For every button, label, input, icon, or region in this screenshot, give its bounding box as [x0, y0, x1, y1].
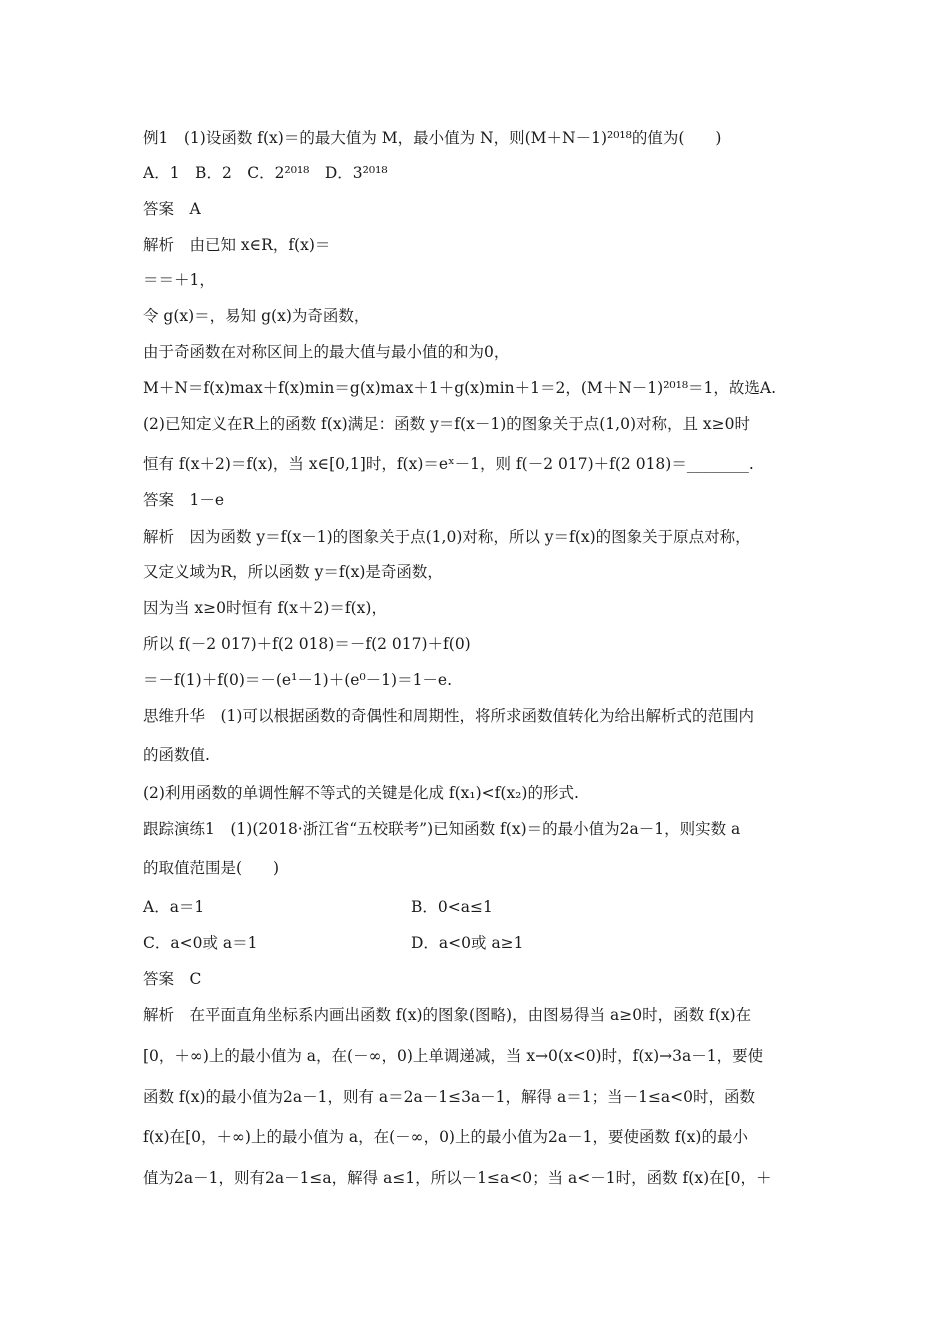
answer-line: 答案 1－e — [143, 491, 225, 509]
question-line: (2)已知定义在R上的函数 f(x)满足：函数 y＝f(x－1)的图象关于点(1,0)对称，且 x≥0时 — [143, 415, 751, 433]
option-d: D．a<0或 a≥1 — [411, 934, 524, 952]
option-c: C．a<0或 a＝1 — [143, 934, 258, 952]
option-b: B．0<a≤1 — [411, 898, 493, 916]
summary-line: (2)利用函数的单调性解不等式的关键是化成 f(x₁)<f(x₂)的形式. — [143, 784, 579, 802]
solution-line: 因为当 x≥0时恒有 f(x＋2)＝f(x)， — [143, 599, 387, 617]
solution-line: 又定义域为R，所以函数 y＝f(x)是奇函数， — [143, 563, 443, 581]
solution-line: 值为2a－1，则有2a－1≤a，解得 a≤1，所以－1≤a<0；当 a<－1时，函数 f(x)在[0，＋ — [143, 1169, 772, 1187]
solution-line: ＝＝＋1， — [143, 271, 215, 289]
answer-line: 答案 C — [143, 970, 202, 988]
example-1-answer: 答案 A — [143, 200, 201, 218]
solution-line: ＝－f(1)＋f(0)＝－(e¹－1)＋(e⁰－1)＝1－e. — [143, 671, 453, 689]
option-a: A．a＝1 — [143, 898, 205, 916]
solution-line: 由于奇函数在对称区间上的最大值与最小值的和为0， — [143, 343, 510, 361]
solution-line: 解析 因为函数 y＝f(x－1)的图象关于点(1,0)对称，所以 y＝f(x)的图象关于原点对称， — [143, 528, 751, 546]
solution-line: 函数 f(x)的最小值为2a－1，则有 a＝2a－1≤3a－1，解得 a＝1；当－1≤a<0时，函数 — [143, 1088, 756, 1106]
question-line: 恒有 f(x＋2)＝f(x)，当 x∈[0,1]时，f(x)＝eˣ－1，则 f(－2 017)＋f(2 018)＝________. — [143, 455, 754, 473]
practice-question: 跟踪演练1 (1)(2018·浙江省“五校联考”)已知函数 f(x)＝的最小值为2a－1，则实数 a — [143, 820, 741, 838]
solution-line: [0，＋∞)上的最小值为 a，在(－∞，0)上单调递减，当 x→0(x<0)时，f(x)→3a－1，要使 — [143, 1047, 764, 1065]
summary-line: 的函数值. — [143, 746, 210, 764]
solution-line: 令 g(x)＝，易知 g(x)为奇函数， — [143, 307, 370, 325]
solution-line: M＋N＝f(x)max＋f(x)min＝g(x)max＋1＋g(x)min＋1＝2，(M＋N－1)²⁰¹⁸＝1，故选A. — [143, 379, 777, 397]
example-1-choices: A．1 B．2 C．2²⁰¹⁸ D．3²⁰¹⁸ — [143, 164, 388, 182]
solution-line: 所以 f(－2 017)＋f(2 018)＝－f(2 017)＋f(0) — [143, 635, 471, 653]
solution-line: 解析 由已知 x∈R，f(x)＝ — [143, 236, 331, 254]
solution-line: f(x)在[0，＋∞)上的最小值为 a，在(－∞，0)上的最小值为2a－1，要使函数 f(x)的最小 — [143, 1128, 748, 1146]
summary-line: 思维升华 (1)可以根据函数的奇偶性和周期性，将所求函数值转化为给出解析式的范围内 — [143, 707, 754, 725]
example-1-question: 例1 (1)设函数 f(x)＝的最大值为 M，最小值为 N，则(M＋N－1)²⁰¹⁸的值为( ) — [143, 129, 722, 147]
solution-line: 解析 在平面直角坐标系内画出函数 f(x)的图象(图略)，由图易得当 a≥0时，函数 f(x)在 — [143, 1006, 752, 1024]
practice-question: 的取值范围是( ) — [143, 859, 280, 877]
